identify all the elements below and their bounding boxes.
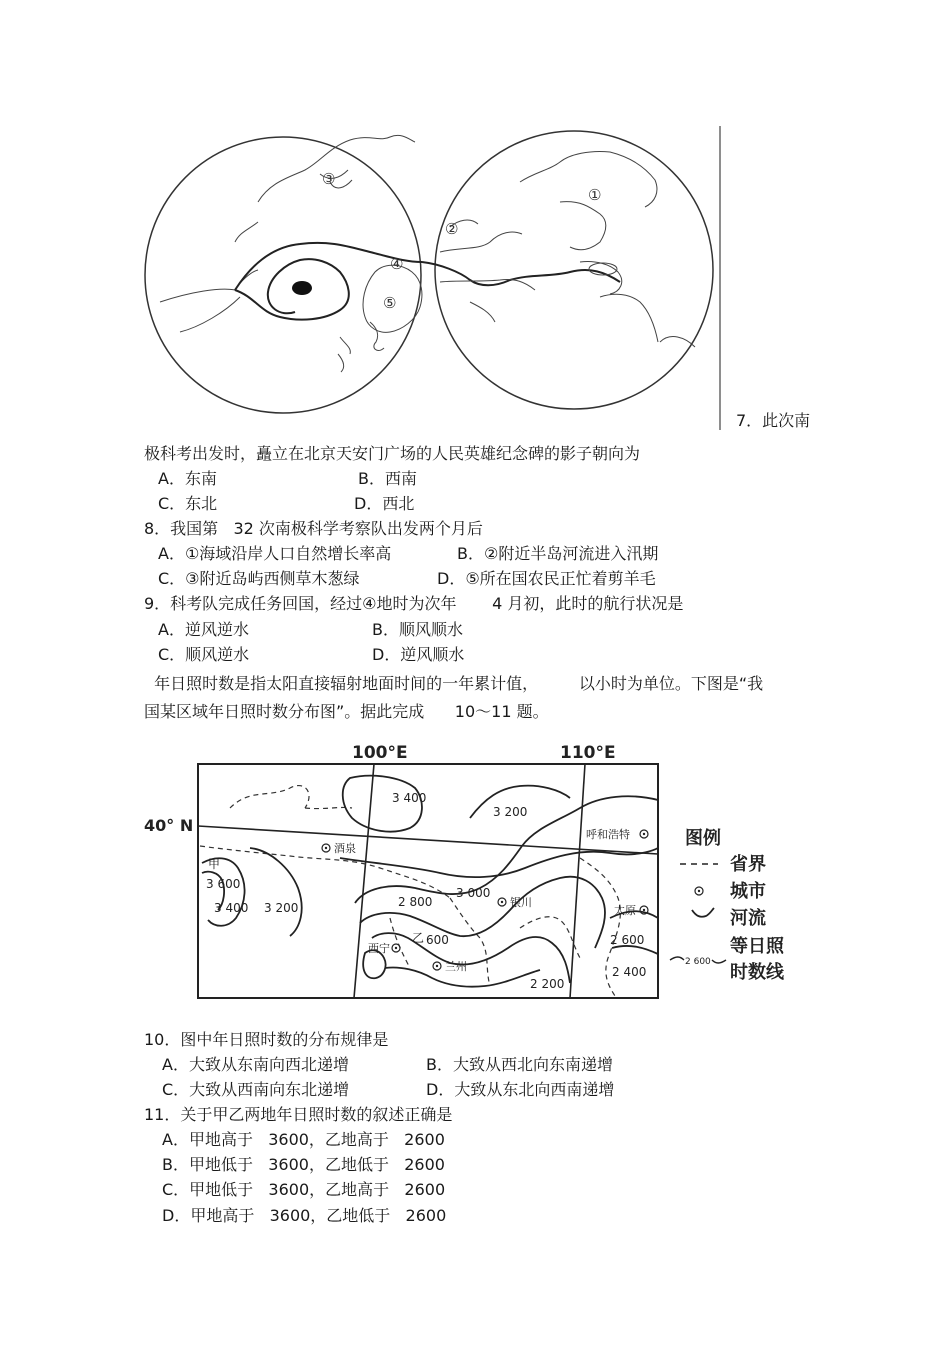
hemisphere-route-map	[140, 122, 730, 432]
q9-option-c: C．顺风逆水	[158, 645, 250, 664]
city-hohhot: 呼和浩特	[586, 828, 630, 841]
contour-label: 2 800	[398, 895, 433, 909]
legend-boundary-label: 省界	[730, 854, 766, 875]
q11-option-d: D．甲地高于 3600，乙地低于 2600	[162, 1206, 447, 1225]
contour-label: 2 600	[610, 933, 645, 947]
lon-110-label: 110°E	[560, 743, 616, 763]
city-jiuquan: 酒泉	[334, 842, 356, 855]
q9-option-a: A．逆风逆水	[158, 620, 249, 639]
contour-label: 3 000	[456, 886, 491, 900]
contour-label: 2 400	[612, 965, 647, 979]
q10-stem: 10．图中年日照时数的分布规律是	[144, 1030, 389, 1049]
lat-40-label: 40° N	[144, 816, 194, 835]
city-taiyuan: 太原	[614, 904, 636, 917]
q7-option-b: B．西南	[358, 469, 417, 488]
map-frame	[198, 764, 658, 998]
q10-option-d: D．大致从东北向西南递增	[426, 1080, 615, 1099]
legend-city-icon-dot	[698, 890, 700, 892]
legend-isoline-sample: 2 600	[685, 957, 711, 967]
marker-3: ③	[322, 170, 336, 188]
right-hemisphere-outline	[435, 131, 713, 409]
contour-label: 3 600	[206, 877, 241, 891]
q8-stem: 8．我国第 32 次南极科学考察队出发两个月后	[144, 519, 483, 538]
right-coastlines	[440, 151, 695, 347]
q11-stem: 11．关于甲乙两地年日照时数的叙述正确是	[144, 1105, 453, 1124]
q10-option-b: B．大致从西北向东南递增	[426, 1055, 613, 1074]
contour-label: 3 400	[392, 791, 427, 805]
lon-100-label: 100°E	[352, 743, 408, 763]
legend-isoline-label-2: 时数线	[730, 962, 784, 983]
q10-option-c: C．大致从西南向东北递增	[162, 1080, 350, 1099]
city-yinchuan: 银川	[510, 896, 532, 909]
meridian-110	[570, 764, 585, 998]
legend-river-icon	[692, 908, 714, 917]
q8-option-c: C．③附近岛屿西侧草木葱绿	[158, 569, 360, 588]
q8-option-d: D．⑤所在国农民正忙着剪羊毛	[437, 569, 656, 588]
legend-isoline-label-1: 等日照	[730, 936, 784, 957]
q7-stem: 极科考出发时，矗立在北京天安门广场的人民英雄纪念碑的影子朝向为	[144, 444, 641, 463]
q9-option-d: D．逆风顺水	[372, 645, 465, 664]
city-lanzhou: 兰州	[445, 960, 467, 973]
q8-option-b: B．②附近半岛河流进入汛期	[457, 544, 659, 563]
q7-option-a: A．东南	[158, 469, 217, 488]
marker-2: ②	[445, 220, 459, 238]
legend-city-label: 城市	[730, 881, 766, 902]
left-hemisphere-outline	[145, 137, 421, 413]
q7-stem-tail: 7．此次南	[736, 411, 811, 430]
contour-label: 3 200	[264, 901, 299, 915]
place-yi: 乙	[412, 931, 425, 945]
contour-label: 3 200	[493, 805, 528, 819]
marker-4: ④	[390, 255, 404, 273]
isolines	[202, 776, 658, 987]
antarctica-shade	[292, 281, 312, 295]
q8-option-a: A．①海域沿岸人口自然增长率高	[158, 544, 392, 563]
province-boundaries	[200, 786, 620, 996]
marker-5: ⑤	[383, 294, 397, 312]
intro-line-2: 国某区域年日照时数分布图”。据此完成 10～11 题。	[144, 702, 549, 721]
contour-label: 2 200	[530, 977, 565, 991]
q10-option-a: A．大致从东南向西北递增	[162, 1055, 349, 1074]
q9-option-b: B．顺风顺水	[372, 620, 463, 639]
contour-label: 600	[426, 933, 449, 947]
q7-option-c: C．东北	[158, 494, 218, 513]
intro-line-1: 年日照时数是指太阳直接辐射地面时间的一年累计值， 以小时为单位。下图是“我	[144, 674, 764, 693]
q11-option-a: A．甲地高于 3600，乙地高于 2600	[162, 1130, 445, 1149]
q9-stem: 9．科考队完成任务回国，经过④地时为次年 4 月初，此时的航行状况是	[144, 594, 684, 613]
sunshine-hours-map	[140, 738, 800, 1006]
contour-label: 3 400	[214, 901, 249, 915]
marker-1: ①	[588, 186, 602, 204]
expedition-route	[235, 243, 620, 320]
q11-option-b: B．甲地低于 3600，乙地低于 2600	[162, 1155, 445, 1174]
place-jia: 甲	[208, 857, 221, 871]
city-xining: 西宁	[368, 942, 390, 955]
legend-river-label: 河流	[730, 908, 766, 929]
legend-title: 图例	[685, 828, 721, 849]
q11-option-c: C．甲地低于 3600，乙地高于 2600	[162, 1180, 446, 1199]
q7-option-d: D．西北	[354, 494, 415, 513]
